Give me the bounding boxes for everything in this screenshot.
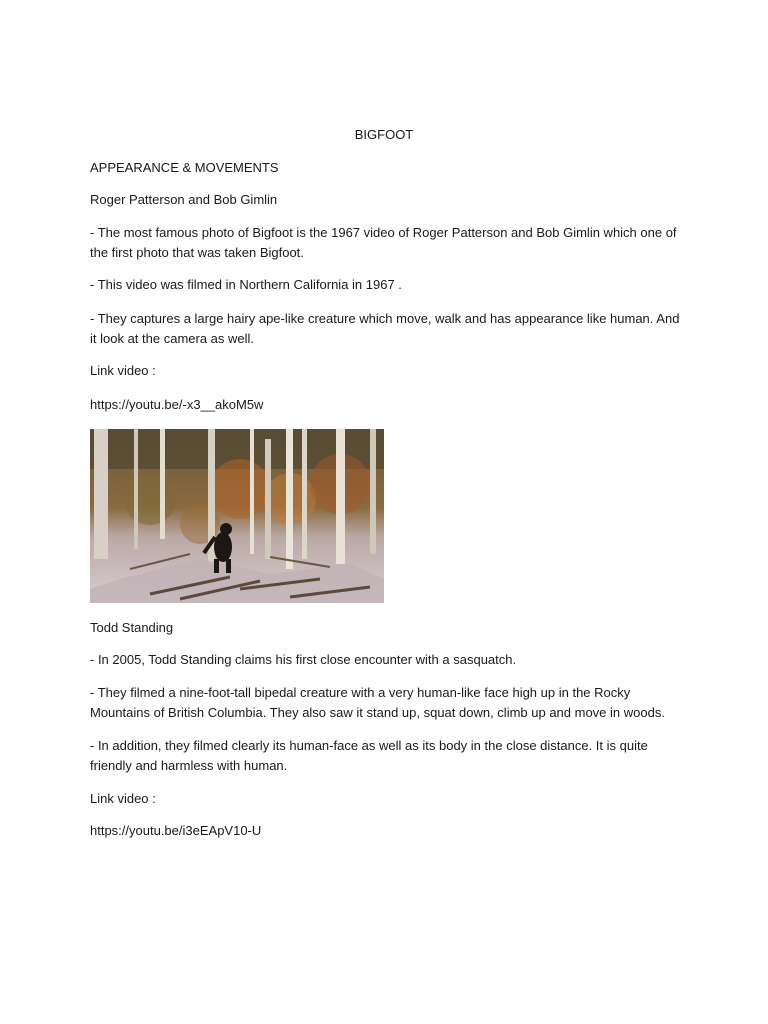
part1-heading: Roger Patterson and Bob Gimlin — [90, 192, 278, 207]
part2-heading: Todd Standing — [90, 620, 174, 635]
part2-link-label: Link video : — [90, 791, 156, 806]
part1-bullet: - They captures a large hairy ape-like creature which move, walk and has appearance like human. And it look at the camera as well. — [90, 311, 680, 346]
part1-link-label: Link video : — [90, 363, 156, 378]
part1-link-url[interactable]: https://youtu.be/-x3__akoM5w — [90, 397, 264, 412]
document-title: BIGFOOT — [354, 127, 414, 142]
part1-bullet: - This video was filmed in Northern California in 1967 . — [90, 277, 402, 292]
part1-bullet: - The most famous photo of Bigfoot is the 1967 video of Roger Patterson and Bob Gimlin which one of the first photo that was taken Bigfoot. — [90, 225, 677, 260]
bigfoot-forest-photo — [90, 429, 384, 603]
part2-bullet: - They filmed a nine-foot-tall bipedal creature with a very human-like face high up in the Rocky Mountains of British Columbia. They also saw it stand up, squat down, climb up and move in woods. — [90, 685, 665, 720]
part2-bullet: - In addition, they filmed clearly its human-face as well as its body in the close distance. It is quite friendly and harmless with human. — [90, 738, 648, 773]
part2-bullet: - In 2005, Todd Standing claims his first close encounter with a sasquatch. — [90, 652, 517, 667]
section-heading: APPEARANCE & MOVEMENTS — [90, 160, 279, 175]
part2-link-url[interactable]: https://youtu.be/i3eEApV10-U — [90, 823, 262, 838]
